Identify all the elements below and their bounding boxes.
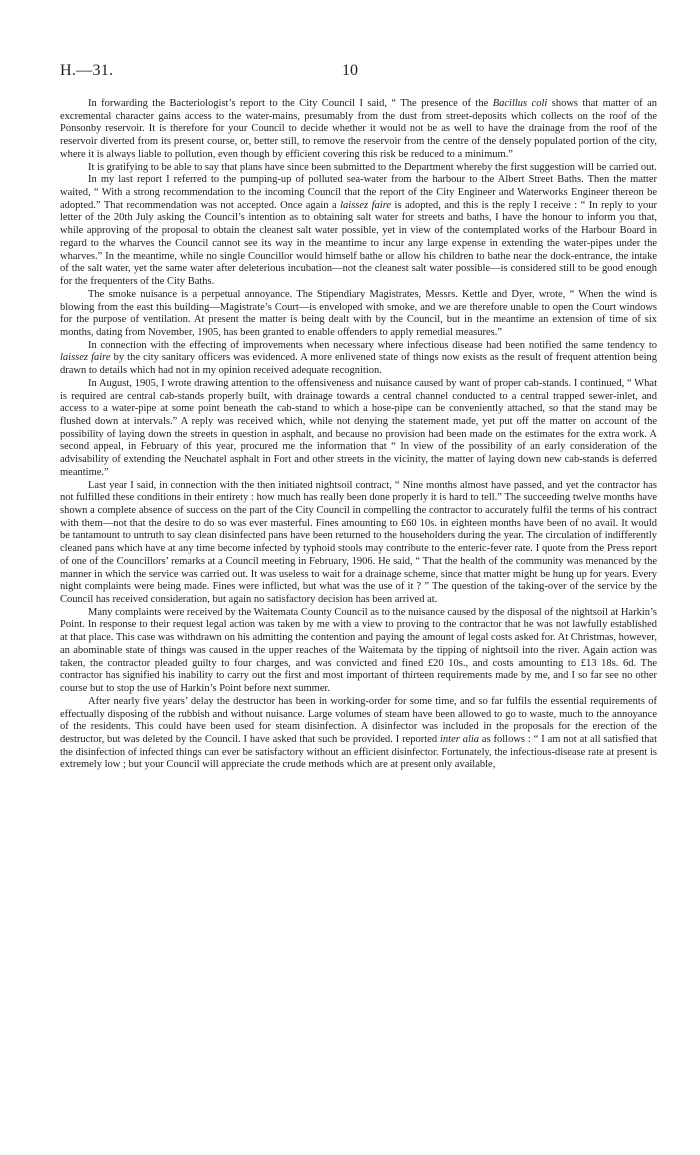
paragraph-cab-stands: In August, 1905, I wrote drawing attention to the offensiveness and nuisance caused by want of proper cab-stands. I continued, “ What is required are central cab-stands properly built, with drainage towards a central channel conducted to a central trapped sewer-inlet, and access to a water-pipe at some point beneath the cab-stand to which a hose-pipe can be conveniently attached, so that the stand may be flushed down at intervals.” A reply was received which, while not denying the statement made, yet put off the matter on account of the possibility of laying down the streets in question in asphalt, and because no provision had been made on the estimates for the extra work. A second appeal, in February of this year, procured me the information that “ In view of the possibility of an early consideration of the advisability of extending the Neuchatel asphalt in Fort and other streets in the vicinity, the matter of laying down new cab-stands is deferred meantime.” (60, 377, 657, 478)
paragraph-infectious-disease: In connection with the effecting of improvements when necessary where infectious disease had been notified the same tendency to laissez faire by the city sanitary officers was evidenced. A more enlivened state of things now exists as the result of frequent attention being drawn to details which had not in my opinion received adequate recognition. (60, 339, 657, 377)
page-header (60, 62, 640, 86)
report-reference: H.—31. (60, 62, 114, 79)
paragraph-harkins-point: Many complaints were received by the Waitemata County Council as to the nuisance caused by the disposal of the nightsoil at Harkin’s Point. In response to their request legal action was taken by me with a view to proving to the contractor that he was not lawfully established at that place. This case was withdrawn on his admitting the contention and paying the amount of legal costs asked for. At Christmas, however, an abominable state of things was caused in the upper reaches of the Waitemata by the tipping of nightsoil into the river. Again action was taken, the contractor pleaded guilty to four charges, and was convicted and fined £20 10s., and costs amounting to £13 18s. 6d. The contractor has signified his inability to carry out the first and most important of thirteen requirements made by me, and I so far see no other course but to stop the use of Harkin’s Point before next summer. (60, 606, 657, 695)
paragraph-plans-submitted: It is gratifying to be able to say that plans have since been submitted to the Department whereby the first suggestion will be carried out. (88, 161, 657, 173)
paragraph-nightsoil-contract: Last year I said, in connection with the then initiated nightsoil contract, “ Nine months almost have passed, and yet the contractor has not fulfilled these conditions in their entirety : how much has really been done properly it is hard to tell.” The succeeding twelve months have shown a complete absence of success on the part of the City Council in compelling the contractor to accurately fulfil the terms of his contract with them—not that the desire to do so was ever masterful. Fines amounting to £60 10s. in eighteen months have been of no avail. It would be tantamount to untruth to say clean disinfected pans have been returned to the householders during the year. The circulation of indifferently cleaned pans which have at any time become infected by typhoid stools may contribute to the enteric-fever rate. I quote from the Press report of one of the Councillors’ remarks at a Council meeting in February, 1906. He said, “ That the health of the community was menanced by the manner in which the service was carried out. It was useless to wait for a drainage scheme, since that matter might be hung up for years. Every night complaints were being made. Fines were inflicted, but what was the use of it ? ” The question of the taking-over of the service by the Council has received consideration, but again no satisfactory decision has been arrived at. (60, 479, 657, 606)
italic-phrase: inter alia (439, 733, 480, 745)
italic-phrase: laissez faire (340, 199, 392, 211)
italic-phrase: Bacillus coli (492, 98, 548, 109)
page-body (60, 98, 657, 772)
page-number: 10 (342, 62, 358, 79)
paragraph-bacillus-coli: In forwarding the Bacteriologist’s report to the City Council I said, “ The presence of the Bacillus coli shows that matter of an excremental character gains access to the water-mains, presumably from the dust from street-deposits which collects on the roof of the Ponsonby reservoir. It is therefore for your Council to decide whether it would not be as well to have the drainage from the roof of the reservoir diverted from its present course, or, better still, to remove the reservoir from the centre of the densely populated portion of the city, where it is always liable to pollution, even though by efficient covering this risk be reduced to a minimum.” (60, 98, 657, 160)
paragraph-destructor: After nearly five years’ delay the destructor has been in working-order for some time, and so far fulfils the essential requirements of effectually disposing of the rubbish and without nuisance. Large volumes of steam have been allowed to go to waste, much to the annoyance of the residents. This could have been used for steam disinfection. A disinfector was included in the proposals for the erection of the destructor, but was deleted by the Council. I have asked that such be provided. I reported inter alia as follows : “ I am not at all satisfied that the disinfection of infected things can ever be satisfactory without an efficient disinfector. Fortunately, the infectious-disease rate at present is extremely low ; but your Council will appreciate the crude methods which are at present only available, (60, 695, 658, 771)
paragraph-smoke-nuisance: The smoke nuisance is a perpetual annoyance. The Stipendiary Magistrates, Messrs. Kettle and Dyer, wrote, “ When the wind is blowing from the east this building—Magistrate’s Court—is enveloped with smoke, and we are therefore unable to open the Court windows for the purpose of ventilation. At present the matter is being dealt with by the Council, but in the meantime an extension of time of six months, dating from November, 1905, has been granted to enable offenders to apply remedial measures.” (60, 288, 657, 338)
italic-phrase: laissez faire (60, 352, 111, 364)
paragraph-sea-water-baths: In my last report I referred to the pumping-up of polluted sea-water from the harbour to the Albert Street Baths. Then the matter waited, “ With a strong recommendation to the incoming Council that the report of the City Engineer and Waterworks Engineer thereon be adopted.” That recommendation was not accepted. Once again a laissez faire is adopted, and this is the reply I receive : “ In reply to your letter of the 20th July asking the Council’s intention as to obtaining salt water for streets and baths, I have the honour to inform you that, while approving of the proposal to obtain the cleanest salt water possible, yet in view of the contemplated works of the Harbour Board in regard to the wharves the Council cannot see its way in the meantime to incur any large expense in extending the water-pipes under the wharves.” In the meantime, while no single Councillor would himself bathe or allow his children to bathe near the dock-entrance, the intake of the salt water, yet the same water after deleterious incubation—not the cleanest salt water possible—is considered still to be good enough for the frequenters of the City Baths. (60, 174, 658, 288)
